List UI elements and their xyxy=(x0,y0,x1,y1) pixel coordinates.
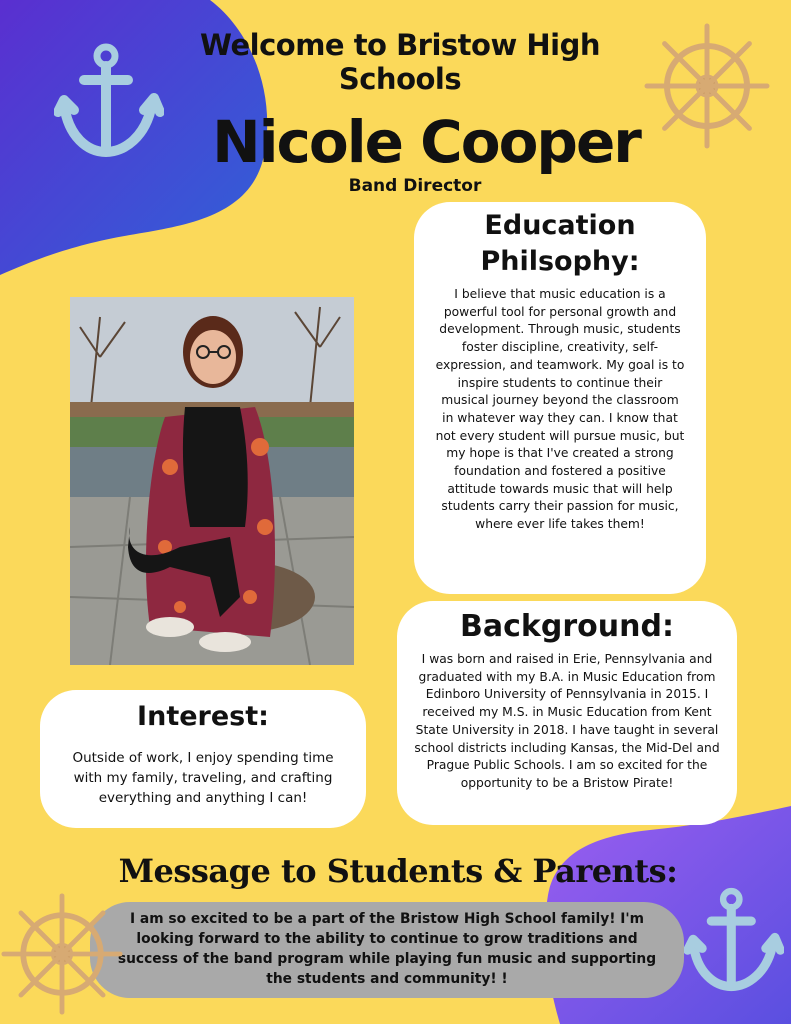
education-philosophy-card xyxy=(414,202,706,594)
education-text: I believe that music education is a powerful tool for personal growth and development. Through music, students foster discipline, creativity, self-expression, and teamwork. My goal is to inspire students to continue their musical journey beyond the classroom in whatever way they can. I know that not every student will pursue music, but my hope is that I've created a strong foundation and fostered a positive attitude towards music that will help students carry their passion for music, where ever life takes them! xyxy=(435,287,685,532)
teacher-name: Nicole Cooper xyxy=(212,108,640,176)
message-text: I am so excited to be a part of the Bristow High School family! I'm looking forward to the ability to continue to grow traditions and success of the band program while playing fun music and supporting the students and community! ! xyxy=(117,911,657,987)
interest-text: Outside of work, I enjoy spending time with my family, traveling, and crafting everything and anything I can! xyxy=(72,750,334,806)
interest-card xyxy=(40,690,366,828)
anchor-icon xyxy=(684,886,784,998)
teacher-photo xyxy=(70,297,354,665)
background-text: I was born and raised in Erie, Pennsylvania and graduated with my B.A. in Music Education from Edinboro University of Pennsylvania in 2015. I received my M.S. in Music Education from Kent State University in 2018. I have taught in several school districts including Kansas, the Mid-Del and Prague Public Schools. I am so excited for the opportunity to be a Bristow Pirate! xyxy=(414,652,720,790)
ship-wheel-icon xyxy=(0,892,124,1016)
welcome-heading: Welcome to Bristow High Schools xyxy=(200,28,600,96)
background-title: Background: xyxy=(460,609,674,644)
background-card xyxy=(397,601,737,825)
interest-title: Interest: xyxy=(137,701,269,732)
anchor-icon xyxy=(54,42,164,164)
message-box xyxy=(90,902,684,998)
teacher-role: Band Director xyxy=(348,176,482,196)
education-title: Education Philsophy: xyxy=(480,210,640,277)
message-title: Message to Students & Parents: xyxy=(118,852,678,890)
